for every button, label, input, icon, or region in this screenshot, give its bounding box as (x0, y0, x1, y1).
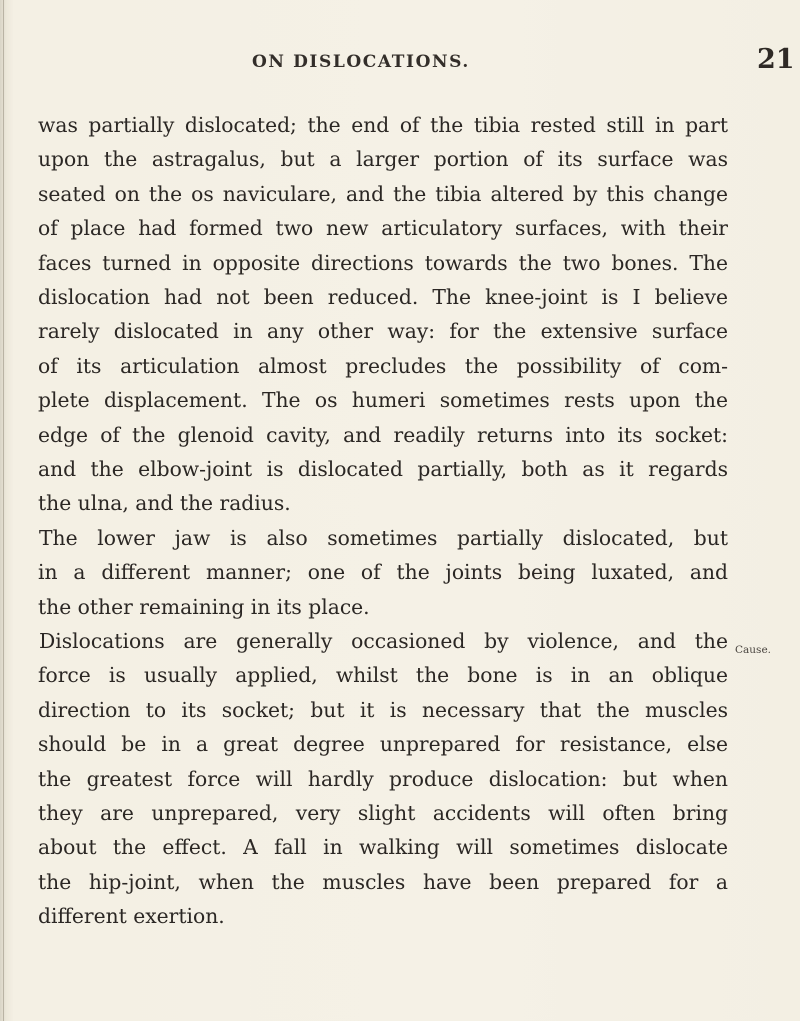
text-line: was partially dislocated; the end of the tibia rested still in part (38, 113, 728, 137)
text-line: about the effect. A fall in walking will sometimes dislocate (38, 835, 728, 859)
text-line: rarely dislocated in any other way: for the extensive surface (38, 319, 728, 343)
margin-note: Cause. (735, 644, 771, 656)
text-line: dislocation had not been reduced. The knee-joint is I believe (38, 285, 728, 309)
text-line: faces turned in opposite directions towards the two bones. The (38, 251, 728, 275)
text-line: The lower jaw is also sometimes partially dislocated, but (39, 526, 728, 550)
text-line: plete displacement. The os humeri sometimes rests upon the (38, 388, 728, 412)
page-gutter-edge (3, 0, 4, 1021)
text-line: of place had formed two new articulatory surfaces, with their (38, 216, 728, 240)
text-line: of its articulation almost precludes the possibility of com- (38, 354, 728, 378)
text-line: upon the astragalus, but a larger portion of its surface was (38, 147, 728, 171)
text-line: direction to its socket; but it is necessary that the muscles (38, 698, 728, 722)
text-line: they are unprepared, very slight accidents will often bring (38, 801, 728, 825)
text-line: in a different manner; one of the joints being luxated, and (38, 560, 728, 584)
text-line: the ulna, and the radius. (38, 491, 291, 515)
text-line: the hip-joint, when the muscles have been prepared for a (38, 870, 728, 894)
text-line: should be in a great degree unprepared for resistance, else (38, 732, 728, 756)
text-line: different exertion. (38, 904, 225, 928)
page-number: 21 (757, 44, 795, 75)
text-line: the greatest force will hardly produce dislocation: but when (38, 767, 728, 791)
text-line: force is usually applied, whilst the bone is in an oblique (38, 663, 728, 687)
text-line: edge of the glenoid cavity, and readily returns into its socket: (38, 423, 728, 447)
text-line: seated on the os naviculare, and the tibia altered by this change (38, 182, 728, 206)
text-line: and the elbow-joint is dislocated partially, both as it regards (38, 457, 728, 481)
running-title: ON DISLOCATIONS. (252, 52, 470, 72)
text-line: the other remaining in its place. (38, 595, 370, 619)
text-line: Dislocations are generally occasioned by violence, and the (39, 629, 728, 653)
